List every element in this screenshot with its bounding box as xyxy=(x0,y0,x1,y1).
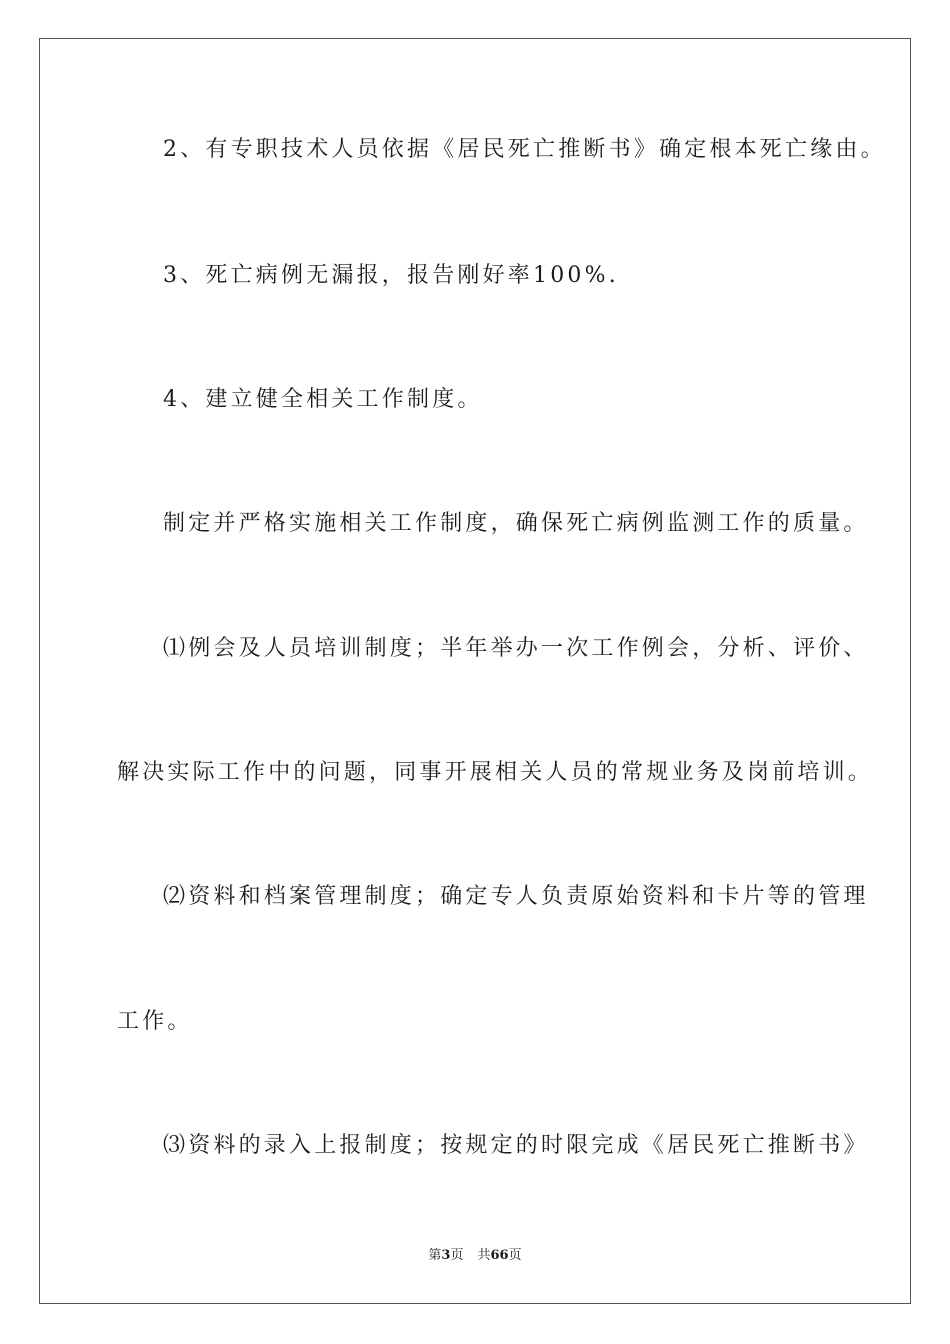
footer-page-number: 3 xyxy=(441,1248,451,1263)
paragraph-line-5: ⑴例会及人员培训制度；半年举办一次工作例会，分析、评价、 xyxy=(163,636,869,661)
paragraph-line-8: 工作。 xyxy=(117,1009,193,1034)
paragraph-line-4: 制定并严格实施相关工作制度，确保死亡病例监测工作的质量。 xyxy=(163,511,869,536)
paragraph-line-1: 2、有专职技术人员依据《居民死亡推断书》确定根本死亡缘由。 xyxy=(163,137,886,162)
footer-total-suffix: 页 xyxy=(508,1248,522,1263)
footer-page-prefix: 第 xyxy=(428,1248,442,1263)
paragraph-line-9: ⑶资料的录入上报制度；按规定的时限完成《居民死亡推断书》 xyxy=(163,1133,869,1158)
page-footer xyxy=(0,1247,950,1265)
page-border xyxy=(39,38,911,1304)
paragraph-line-2: 3、死亡病例无漏报，报告刚好率100%. xyxy=(163,263,619,288)
paragraph-line-6: 解决实际工作中的问题，同事开展相关人员的常规业务及岗前培训。 xyxy=(117,760,874,785)
paragraph-line-3: 4、建立健全相关工作制度。 xyxy=(163,387,483,412)
footer-total-prefix: 共 xyxy=(477,1248,491,1263)
footer-page-suffix: 页 xyxy=(450,1248,464,1263)
paragraph-line-7: ⑵资料和档案管理制度；确定专人负责原始资料和卡片等的管理 xyxy=(163,884,869,909)
footer-total-pages: 66 xyxy=(490,1248,509,1263)
